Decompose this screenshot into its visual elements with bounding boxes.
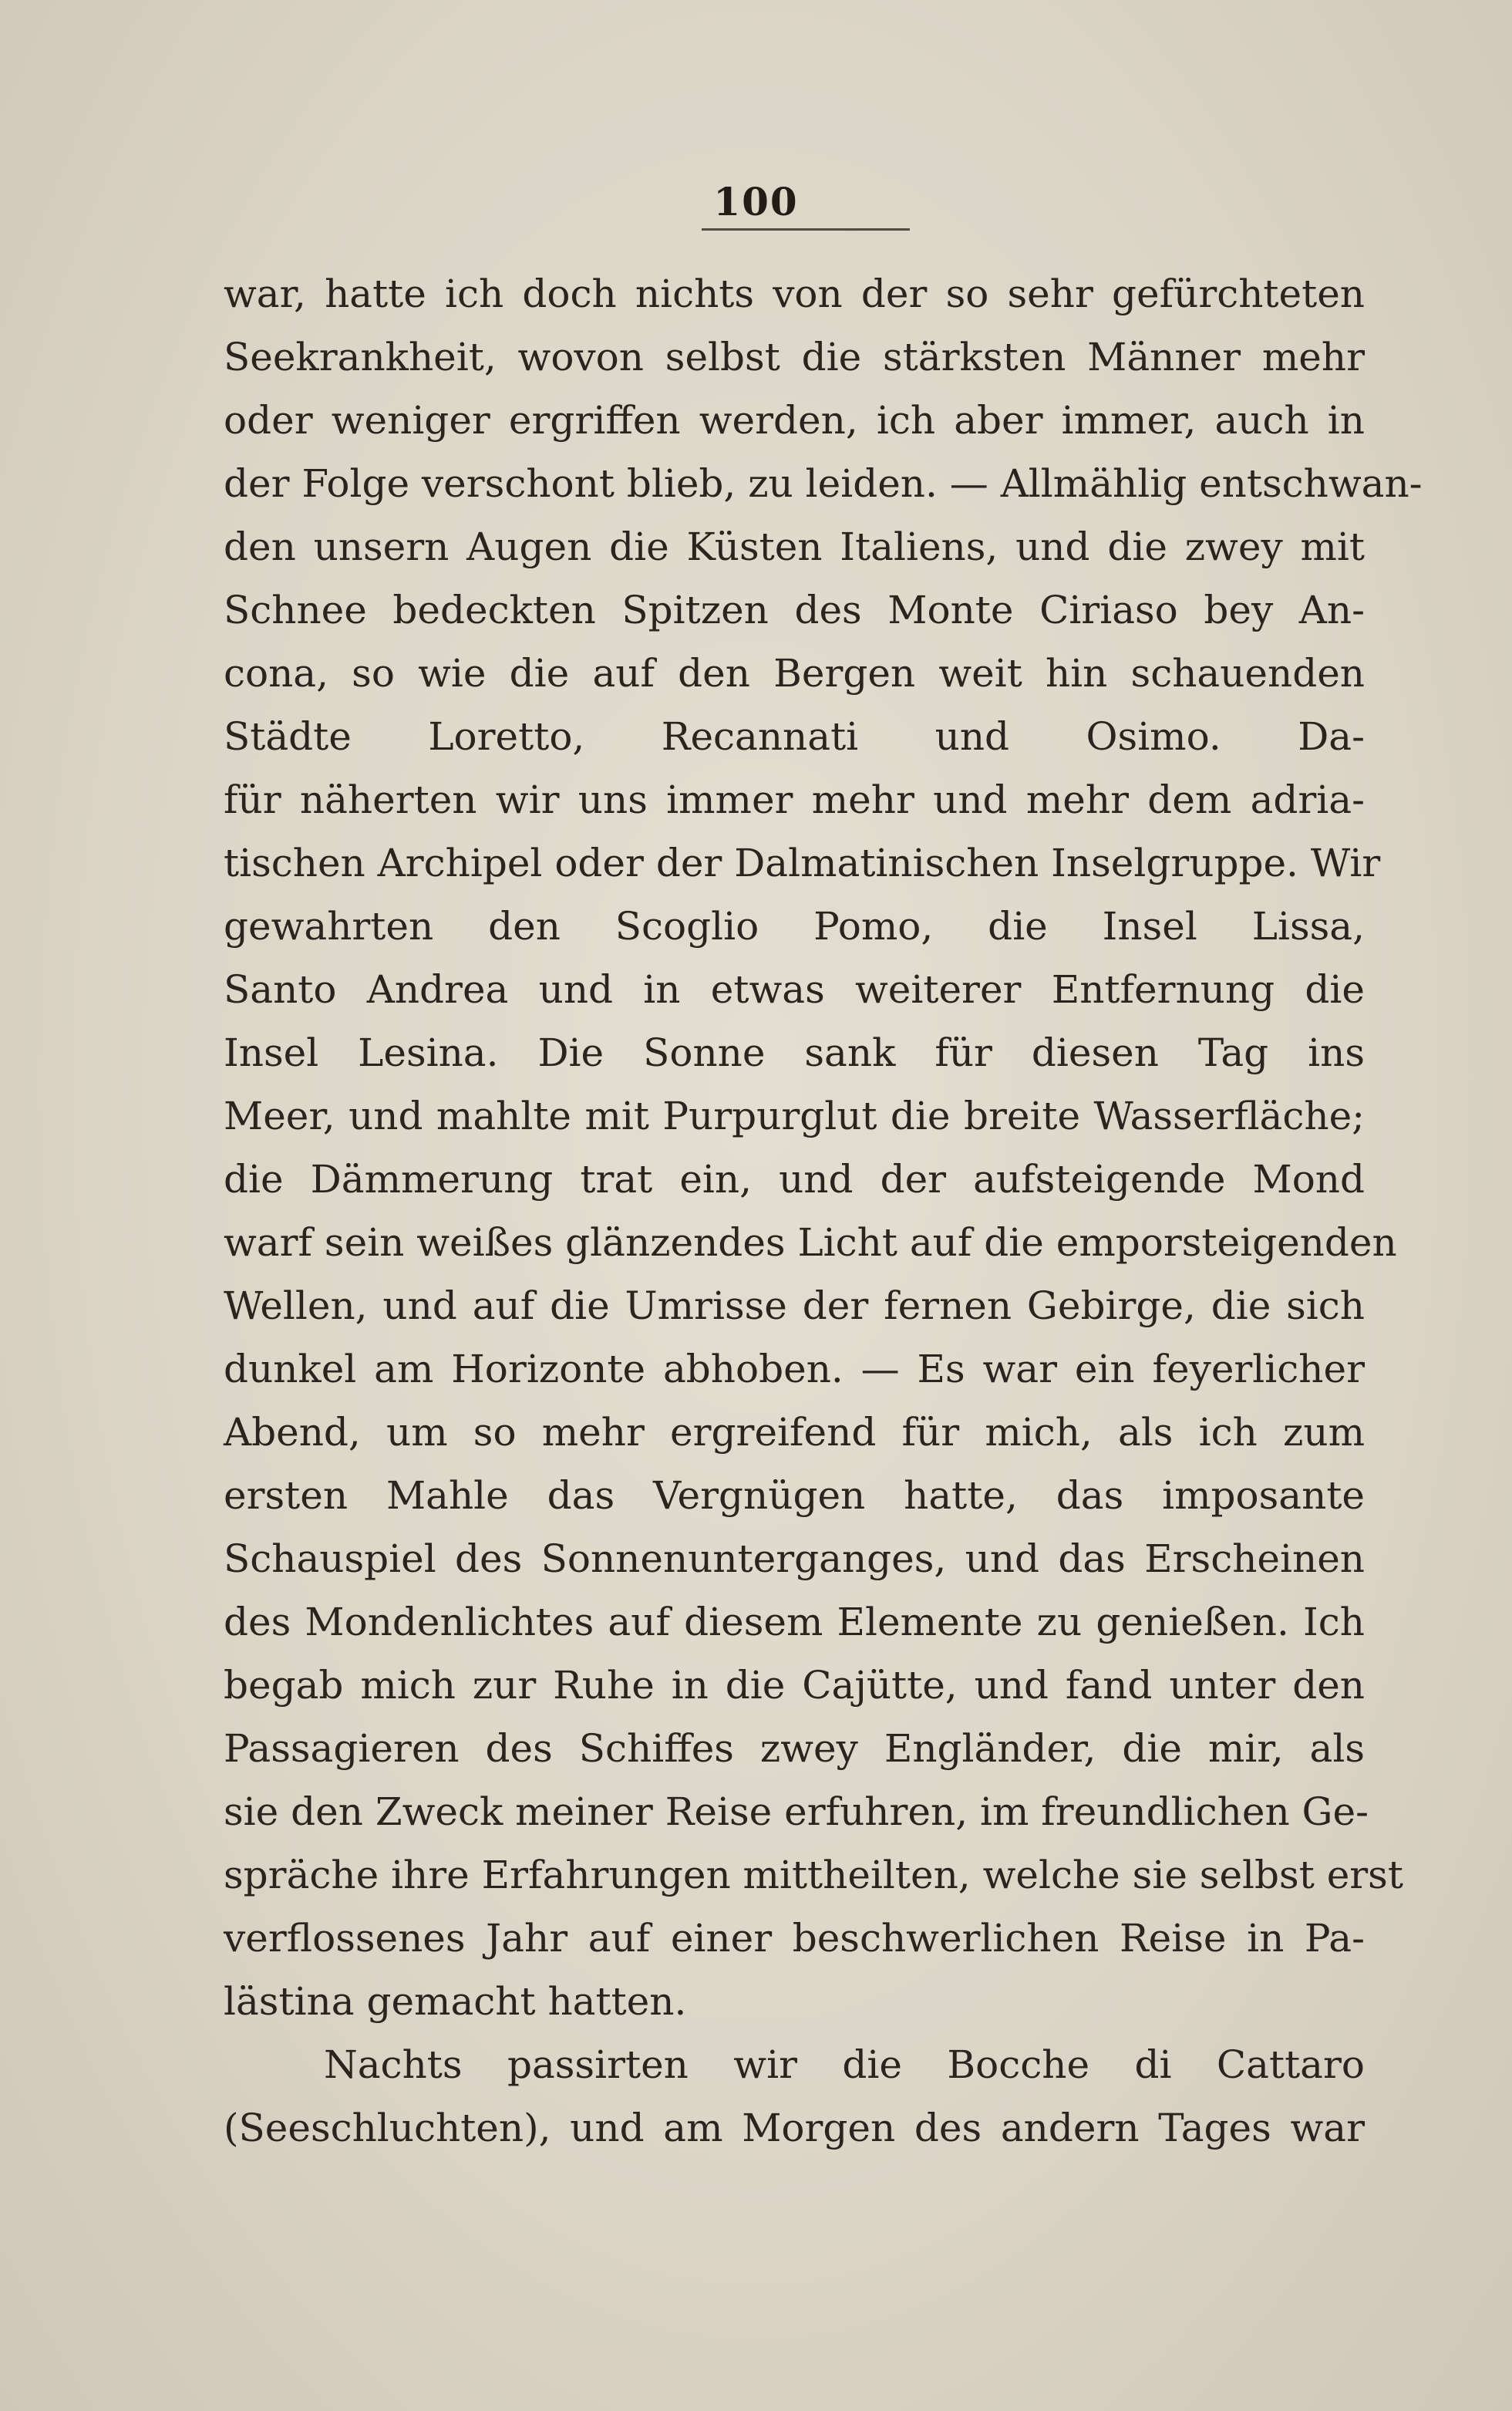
text-line: tischen Archipel oder der Dalmatinischen Inselgruppe. Wir	[224, 841, 1381, 885]
text-line: Seekrankheit, wovon selbst die stärksten Männer mehr	[224, 335, 1365, 379]
text-line: Städte Loretto, Recannati und Osimo. Da-	[224, 714, 1365, 759]
text-line: verflossenes Jahr auf einer beschwerlichen Reise in Pa-	[224, 1916, 1365, 1961]
text-line: die Dämmerung trat ein, und der aufsteigende Mond	[224, 1157, 1365, 1202]
text-line: Nachts passirten wir die Bocche di Cattaro	[324, 2042, 1365, 2087]
text-line: Wellen, und auf die Umrisse der fernen Gebirge, die sich	[224, 1283, 1365, 1328]
text-line: ersten Mahle das Vergnügen hatte, das imposante	[224, 1473, 1365, 1518]
text-line: des Mondenlichtes auf diesem Elemente zu genießen. Ich	[224, 1600, 1365, 1644]
text-line: gewahrten den Scoglio Pomo, die Insel Lissa,	[224, 904, 1365, 949]
text-line: war, hatte ich doch nichts von der so sehr gefürchteten	[224, 271, 1365, 316]
text-line: cona, so wie die auf den Bergen weit hin schauenden	[224, 651, 1365, 696]
text-line: begab mich zur Ruhe in die Cajütte, und fand unter den	[224, 1663, 1365, 1708]
text-line: für näherten wir uns immer mehr und mehr dem adria-	[224, 777, 1365, 822]
text-line: spräche ihre Erfahrungen mittheilten, welche sie selbst erst	[224, 1853, 1403, 1897]
text-line: den unsern Augen die Küsten Italiens, und die zwey mit	[224, 524, 1365, 569]
text-line: Abend, um so mehr ergreifend für mich, als ich zum	[224, 1410, 1365, 1455]
text-line: sie den Zweck meiner Reise erfuhren, im freundlichen Ge-	[224, 1789, 1369, 1834]
text-line: Meer, und mahlte mit Purpurglut die breite Wasserfläche;	[224, 1094, 1365, 1138]
text-line: lästina gemacht hatten.	[224, 1979, 687, 2024]
text-line: (Seeschluchten), und am Morgen des andern Tages war	[224, 2106, 1365, 2150]
text-line: Schauspiel des Sonnenunterganges, und das Erscheinen	[224, 1536, 1365, 1581]
text-line: Santo Andrea und in etwas weiterer Entfernung die	[224, 967, 1365, 1012]
text-line: Insel Lesina. Die Sonne sank für diesen Tag ins	[224, 1030, 1365, 1075]
body-text	[224, 262, 1423, 2160]
header-rule	[702, 228, 910, 231]
text-line: oder weniger ergriffen werden, ich aber immer, auch in	[224, 398, 1365, 443]
text-line: Passagieren des Schiffes zwey Engländer, die mir, als	[224, 1726, 1365, 1771]
page-number: 100	[713, 179, 799, 224]
text-line: Schnee bedeckten Spitzen des Monte Ciriaso bey An-	[224, 588, 1365, 632]
text-line: warf sein weißes glänzendes Licht auf die emporsteigenden	[224, 1220, 1397, 1265]
text-line: dunkel am Horizonte abhoben. — Es war ein feyerlicher	[224, 1347, 1365, 1391]
text-line: der Folge verschont blieb, zu leiden. — Allmählig entschwan-	[224, 461, 1423, 506]
